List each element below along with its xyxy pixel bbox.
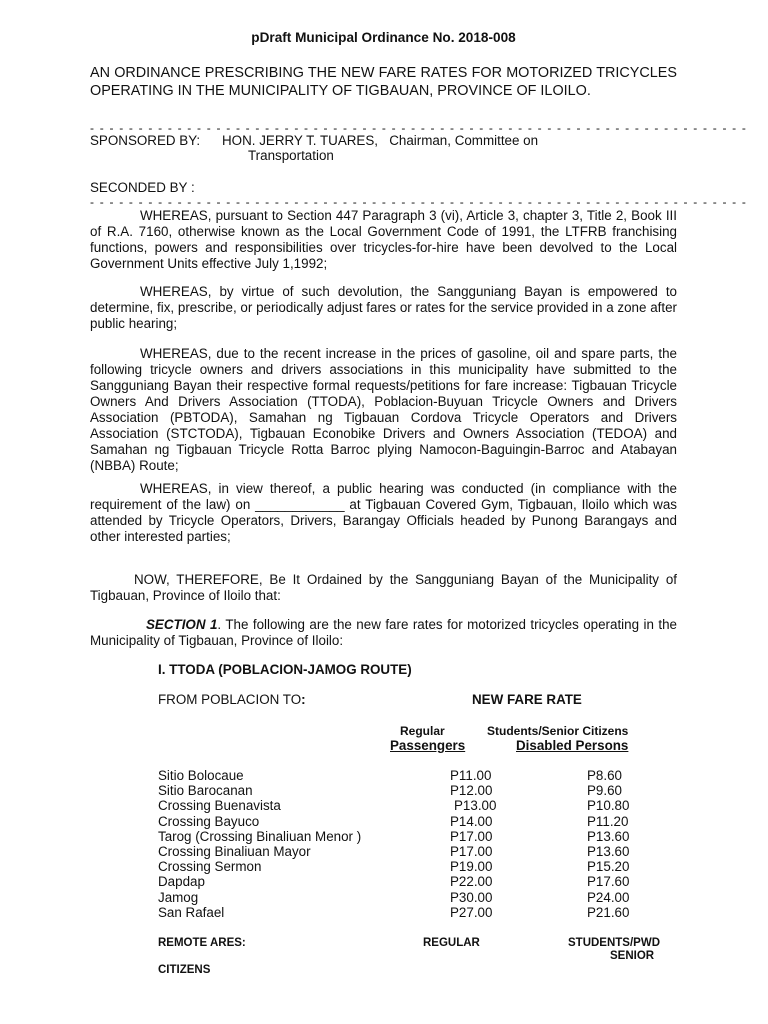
student-fare: P21.60 [587,904,630,920]
regular-fare: P13.00 [454,798,497,814]
section-1-label: SECTION 1 [146,617,218,632]
remote-regular-heading: REGULAR [423,937,480,949]
student-fare: P24.00 [587,889,630,905]
whereas-paragraph: WHEREAS, in view thereof, a public hearing was conducted (in compliance with the requirement of the law) on ____________ at Tigbauan Covered Gym, Tigbauan, Iloilo which was attended by Tricycle Operators, Drivers, Barangay Officials headed by Punong Barangays and other interested parties; [90,481,677,544]
table-row [158,783,678,798]
student-fare: P13.60 [587,843,630,859]
destination: Dapdap [158,874,205,890]
seconded-by: SECONDED BY : [90,180,195,195]
sponsor-line [90,133,538,149]
sponsor-name: HON. JERRY T. TUARES, [222,133,379,148]
destination: Crossing Binaliuan Mayor [158,843,311,859]
destination: San Rafael [158,904,225,920]
destination: Jamog [158,889,199,905]
regular-fare: P17.00 [450,828,493,844]
section-1-paragraph [90,617,677,649]
separator-line: - - - - - - - - - - - - - - - - - - - - - - - - - - - - - - - - - - - - - - - - - - - - - - - - - - - - - - - - - - - - - - - - - - - - [90,121,748,135]
remote-senior-heading: SENIOR [610,950,655,962]
document-title: pDraft Municipal Ordinance No. 2018-008 [251,30,516,45]
remote-areas-heading: REMOTE ARES: [158,937,246,949]
destination: Sitio Bolocaue [158,768,244,783]
student-fare: P11.20 [587,813,629,829]
destination: Crossing Buenavista [158,798,281,814]
student-fare: P10.80 [587,798,630,814]
whereas-paragraph: WHEREAS, by virtue of such devolution, the Sangguniang Bayan is empowered to determine, fix, prescribe, or periodically adjust fares or rates for the service provided in a zone after public hearing; [90,284,677,331]
now-therefore-paragraph: NOW, THEREFORE, Be It Ordained by the Sangguniang Bayan of the Municipality of Tigbauan, Province of Iloilo that: [90,572,677,603]
regular-fare: P22.00 [450,874,493,890]
from-label-text: FROM POBLACION TO [158,692,302,707]
from-label-colon: : [301,692,306,707]
whereas-paragraph: WHEREAS, pursuant to Section 447 Paragraph 3 (vi), Article 3, chapter 3, Title 2, Book III of R.A. 7160, otherwise known as the Local Government Code of 1991, the LTFRB franchising functions, powers and responsibilities over tricycles-for-hire have been devolved to the Local Government Units effective July 1,1992; [90,208,677,271]
section-1-text: . The following are the new fare rates for motorized tricycles operating in the Municipality of Tigbauan, Province of Iloilo: [90,617,677,648]
destination: Tarog (Crossing Binaliuan Menor ) [158,828,362,844]
remote-citizens-heading: CITIZENS [158,964,211,976]
regular-fare: P14.00 [450,813,493,829]
table-row [158,829,678,844]
table-row [158,874,678,889]
table-row [158,905,678,920]
destination: Crossing Bayuco [158,813,260,829]
table-row [158,798,678,813]
header-students: Students/Senior Citizens [487,724,629,738]
sponsor-role-continued: Transportation [248,148,334,163]
regular-fare: P19.00 [450,859,493,875]
route-heading: I. TTODA (POBLACION-JAMOG ROUTE) [158,662,412,677]
regular-fare: P12.00 [450,783,493,799]
table-row [158,814,678,829]
table-row [158,844,678,859]
new-fare-rate-heading: NEW FARE RATE [472,692,582,707]
destination: Crossing Sermon [158,859,262,875]
student-fare: P8.60 [587,768,622,783]
header-disabled: Disabled Persons [516,738,629,753]
from-label [158,692,306,708]
table-row [158,890,678,905]
regular-fare: P27.00 [450,904,493,920]
regular-fare: P17.00 [450,843,493,859]
header-passengers: Passengers [390,738,466,753]
separator-line: - - - - - - - - - - - - - - - - - - - - - - - - - - - - - - - - - - - - - - - - - - - - - - - - - - - - - - - - - - - - - - - - - - - - [90,195,748,209]
destination: Sitio Barocanan [158,783,253,799]
table-row [158,768,678,783]
sponsor-label: SPONSORED BY: [90,133,201,148]
sponsor-role: Chairman, Committee on [389,133,539,148]
table-row [158,859,678,874]
ordinance-title: AN ORDINANCE PRESCRIBING THE NEW FARE RATES FOR MOTORIZED TRICYCLES OPERATING IN THE MUNICIPALITY OF TIGBAUAN, PROVINCE OF ILOILO. [90,65,677,99]
whereas-paragraph: WHEREAS, due to the recent increase in the prices of gasoline, oil and spare parts, the following tricycle owners and drivers associations in this municipality have submitted to the Sangguniang Bayan their respective formal requests/petitions for fare increase: Tigbauan Tricycle Owners And Drivers Association (TTODA), Poblacion-Buyuan Tricycle Owners and Drivers Association (PBTODA), Samahan ng Tigbauan Cordova Tricycle Operators and Drivers Association (STCTODA), Tigbauan Econobike Drivers and Owners Association (TEDOA) and Samahan ng Tigbauan Tricycle Rotta Barroc plying Namocon-Baguingin-Barroc and Atabayan (NBBA) Route; [90,346,677,473]
student-fare: P15.20 [587,859,630,875]
student-fare: P9.60 [587,783,622,799]
remote-students-heading: STUDENTS/PWD [568,937,660,949]
student-fare: P17.60 [587,874,630,890]
fare-table [158,768,678,920]
regular-fare: P11.00 [450,768,492,783]
student-fare: P13.60 [587,828,630,844]
header-regular: Regular [400,724,445,738]
regular-fare: P30.00 [450,889,493,905]
